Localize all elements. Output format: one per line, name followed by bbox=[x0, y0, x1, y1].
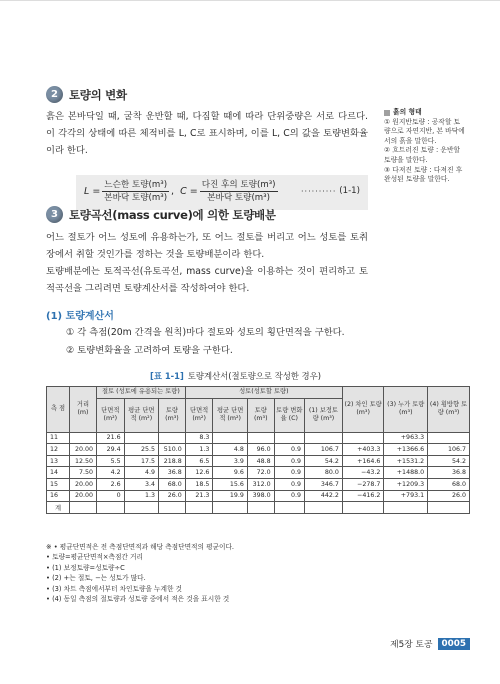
table-cell: +1488.0 bbox=[384, 467, 428, 479]
table-cell: 398.0 bbox=[247, 490, 274, 502]
table-cell bbox=[304, 432, 342, 444]
header-fill-group: 성토(성토할 토량) bbox=[185, 387, 342, 399]
header-cut-group: 절토 (성토에 유용되는 토량) bbox=[97, 387, 186, 399]
step-item: ① 각 측점(20m 간격을 원칙)마다 절토와 성토의 횡단면적을 구한다. bbox=[66, 327, 345, 338]
table-cell: +963.3 bbox=[384, 432, 428, 444]
table-cell bbox=[428, 502, 470, 514]
station-cell: 12 bbox=[47, 444, 70, 456]
table-cell bbox=[274, 502, 304, 514]
side-note-title bbox=[384, 108, 466, 118]
table-cell bbox=[159, 502, 186, 514]
table-cell: 346.7 bbox=[304, 478, 342, 490]
table-cell bbox=[274, 432, 304, 444]
table-cell: 2.6 bbox=[97, 478, 125, 490]
table-cell: +793.1 bbox=[384, 490, 428, 502]
table-cell: 0.9 bbox=[274, 444, 304, 456]
station-cell: 14 bbox=[47, 467, 70, 479]
table-cell: 54.2 bbox=[304, 455, 342, 467]
table-cell bbox=[185, 502, 213, 514]
table-cell: 0.9 bbox=[274, 478, 304, 490]
table-body bbox=[47, 432, 470, 502]
table-cell: 25.5 bbox=[124, 444, 158, 456]
note-line: • (2) +는 절토, −는 성토가 많다. bbox=[46, 574, 146, 583]
formula-separator: , bbox=[171, 186, 175, 197]
section-3-paragraph-2: 토량배분에는 토적곡선(유토곡선, mass curve)을 이용하는 것이 편리하고 토적곡선을 그리려면 토량계산서를 작성하여야 한다. bbox=[46, 266, 368, 294]
table-cell: 36.8 bbox=[428, 467, 470, 479]
table-cell bbox=[342, 502, 384, 514]
page-top-rule bbox=[0, 0, 500, 1]
side-note bbox=[384, 108, 466, 185]
table-cell: 4.8 bbox=[213, 444, 247, 456]
table-cell: 0.9 bbox=[274, 455, 304, 467]
formula-c-denominator: 본바닥 토량(m³) bbox=[207, 193, 270, 203]
earthwork-table bbox=[46, 386, 470, 514]
header-fill-area: 단면적 (m²) bbox=[185, 398, 213, 432]
section-title: 토량의 변화 bbox=[69, 87, 127, 102]
table-cell: 442.2 bbox=[304, 490, 342, 502]
formula-l-var: L = bbox=[84, 186, 101, 197]
table-cell: 1.3 bbox=[124, 490, 158, 502]
section-title: 토량곡선(mass curve)에 의한 토량배분 bbox=[69, 207, 276, 222]
table-cell: +1209.3 bbox=[384, 478, 428, 490]
table-cell: 4.2 bbox=[97, 467, 125, 479]
table-cell: 3.9 bbox=[213, 455, 247, 467]
header-cut-avg: 평균 단면적 (m²) bbox=[124, 398, 158, 432]
subsection-heading: (1) 토량계산서 bbox=[46, 311, 114, 322]
table-cell: 1.3 bbox=[185, 444, 213, 456]
header-cut-volume: 토량 (m³) bbox=[159, 398, 186, 432]
note-line: ※ • 평균단면적은 전 측점단면적과 해당 측점단면적의 평균이다. bbox=[46, 543, 235, 551]
table-cell: 36.8 bbox=[159, 467, 186, 479]
table-cell: 218.8 bbox=[159, 455, 186, 467]
table-cell: 68.0 bbox=[428, 478, 470, 490]
station-cell: 15 bbox=[47, 478, 70, 490]
section-2-heading bbox=[46, 86, 127, 103]
table-cell: 20.00 bbox=[70, 444, 97, 456]
header-cut-area: 단면적 (m²) bbox=[97, 398, 125, 432]
total-label: 계 bbox=[47, 502, 70, 514]
side-note-item: ③ 다져진 토량 : 다져진 후 완성된 토량을 말한다. bbox=[384, 165, 463, 184]
table-cell: 5.5 bbox=[97, 455, 125, 467]
formula-c-fraction bbox=[200, 179, 278, 204]
table-cell bbox=[384, 502, 428, 514]
table-cell: 20.00 bbox=[70, 490, 97, 502]
table-caption bbox=[150, 370, 321, 382]
table-cell: 9.6 bbox=[213, 467, 247, 479]
table-cell bbox=[304, 502, 342, 514]
table-cell: 19.9 bbox=[213, 490, 247, 502]
side-note-title-text: 흙의 형태 bbox=[393, 108, 422, 116]
formula-l-denominator: 본바닥 토량(m³) bbox=[104, 193, 168, 203]
section-number-badge: 2 bbox=[46, 86, 63, 103]
note-line: • (3) 차트 측점에서부터 차인토량을 누계한 것 bbox=[46, 584, 182, 593]
side-note-item: ① 원지반토량 : 공작할 토량으로 자연지반, 본 바닥에서의 흙을 말한다. bbox=[384, 117, 465, 145]
section-3-heading bbox=[46, 206, 276, 223]
table-cell: 12.6 bbox=[185, 467, 213, 479]
table-cell: 18.5 bbox=[185, 478, 213, 490]
side-note-item: ② 흐트러진 토량 : 운반할 토량을 말한다. bbox=[384, 146, 461, 164]
table-cell: 12.50 bbox=[70, 455, 97, 467]
table-cell: −416.2 bbox=[342, 490, 384, 502]
table-cell: −278.7 bbox=[342, 478, 384, 490]
table-cell: 20.00 bbox=[70, 478, 97, 490]
table-row bbox=[47, 467, 470, 479]
header-lateral: (4) 횡방향 토량 (m³) bbox=[428, 387, 470, 433]
table-cell: 54.2 bbox=[428, 455, 470, 467]
formula-box bbox=[76, 175, 368, 210]
table-cell: 510.0 bbox=[159, 444, 186, 456]
formula-c-var: C = bbox=[180, 186, 198, 197]
table-cell: +1366.6 bbox=[384, 444, 428, 456]
table-cell bbox=[213, 502, 247, 514]
table-cell bbox=[70, 502, 97, 514]
table-cell: 72.0 bbox=[247, 467, 274, 479]
table-cell: +403.3 bbox=[342, 444, 384, 456]
page-footer bbox=[390, 637, 470, 650]
table-cell: 3.4 bbox=[124, 478, 158, 490]
header-fill-volume: 토량 (m³) bbox=[247, 398, 274, 432]
bullet-square-icon bbox=[384, 110, 390, 116]
note-line: • 토량=평균단면적×측점간 거리 bbox=[46, 553, 143, 562]
table-cell: 17.5 bbox=[124, 455, 158, 467]
table-caption-text: 토량계산서(절토량으로 작성한 경우) bbox=[187, 371, 322, 381]
table-cell bbox=[70, 432, 97, 444]
table-cell: 96.0 bbox=[247, 444, 274, 456]
table-row bbox=[47, 444, 470, 456]
table-cell bbox=[342, 432, 384, 444]
table-cell bbox=[97, 502, 125, 514]
table-cell: 0.9 bbox=[274, 467, 304, 479]
table-cell: +164.6 bbox=[342, 455, 384, 467]
table-cell: 0 bbox=[97, 490, 125, 502]
station-cell: 16 bbox=[47, 490, 70, 502]
header-corrected: (1) 보정토량 (m³) bbox=[304, 398, 342, 432]
table-cell: 4.9 bbox=[124, 467, 158, 479]
table-caption-badge: [표 1-1] bbox=[150, 371, 184, 381]
step-item: ② 토량변화율을 고려하여 토량을 구한다. bbox=[66, 345, 233, 356]
table-cell bbox=[213, 432, 247, 444]
station-cell: 13 bbox=[47, 455, 70, 467]
section-number-badge: 3 bbox=[46, 206, 63, 223]
table-cell: 312.0 bbox=[247, 478, 274, 490]
table-cell: 26.0 bbox=[159, 490, 186, 502]
header-difference: (2) 차인 토량 (m³) bbox=[342, 387, 384, 433]
table-cell bbox=[124, 432, 158, 444]
table-cell: +1531.2 bbox=[384, 455, 428, 467]
header-fill-avg: 평균 단면적 (m²) bbox=[213, 398, 247, 432]
table-cell bbox=[124, 502, 158, 514]
table-cell: 106.7 bbox=[304, 444, 342, 456]
table-cell bbox=[247, 432, 274, 444]
table-cell: 7.50 bbox=[70, 467, 97, 479]
header-change-ratio: 토량 변화율 (C) bbox=[274, 398, 304, 432]
station-cell: 11 bbox=[47, 432, 70, 444]
header-station: 측 점 bbox=[47, 387, 70, 433]
table-cell: 68.0 bbox=[159, 478, 186, 490]
header-cumulative: (3) 누가 토량 (m³) bbox=[384, 387, 428, 433]
table-cell: 6.5 bbox=[185, 455, 213, 467]
table-cell: 29.4 bbox=[97, 444, 125, 456]
equation-number: (1-1) bbox=[339, 186, 360, 196]
table-cell: 8.3 bbox=[185, 432, 213, 444]
header-distance: 거리 (m) bbox=[70, 387, 97, 433]
section-3-paragraph-1: 어느 절토가 어느 성토에 유용하는가, 또 어느 절토를 버리고 어느 성토를 토취장에서 취할 것인가를 정하는 것을 토량배분이라 한다. bbox=[46, 232, 368, 260]
note-line: • (1) 보정토량=성토량÷C bbox=[46, 563, 125, 572]
table-cell bbox=[159, 432, 186, 444]
table-notes bbox=[46, 542, 376, 604]
table-row bbox=[47, 455, 470, 467]
chapter-label: 제5장 토공 bbox=[390, 640, 433, 650]
note-line: • (4) 동일 측점의 절토량과 성토량 중에서 적은 것을 표시한 것 bbox=[46, 595, 230, 604]
table-cell: 21.3 bbox=[185, 490, 213, 502]
formula-c-numerator: 다진 후의 토량(m³) bbox=[201, 180, 276, 190]
table-cell: −43.2 bbox=[342, 467, 384, 479]
table-row bbox=[47, 478, 470, 490]
table-cell: 0.9 bbox=[274, 490, 304, 502]
table-cell: 106.7 bbox=[428, 444, 470, 456]
formula-l-fraction bbox=[102, 179, 169, 204]
table-cell bbox=[247, 502, 274, 514]
page-number: 0005 bbox=[438, 638, 470, 650]
table-cell: 26.0 bbox=[428, 490, 470, 502]
table-row bbox=[47, 432, 470, 444]
table-cell: 80.0 bbox=[304, 467, 342, 479]
table-cell bbox=[428, 432, 470, 444]
formula-leader-dots: ·········· bbox=[301, 187, 337, 196]
table-cell: 15.6 bbox=[213, 478, 247, 490]
table-cell: 48.8 bbox=[247, 455, 274, 467]
table-row bbox=[47, 490, 470, 502]
formula-l-numerator: 느슨한 토량(m³) bbox=[104, 180, 168, 190]
table-cell: 21.6 bbox=[97, 432, 125, 444]
section-2-paragraph: 흙은 본바닥일 때, 굴착 운반할 때, 다짐할 때에 따라 단위중량은 서로 다르다. 이 각각의 상태에 따른 체적비를 L, C로 표시하며, 이를 L, C의 값을 토량변화율이라 한다. bbox=[46, 111, 368, 156]
